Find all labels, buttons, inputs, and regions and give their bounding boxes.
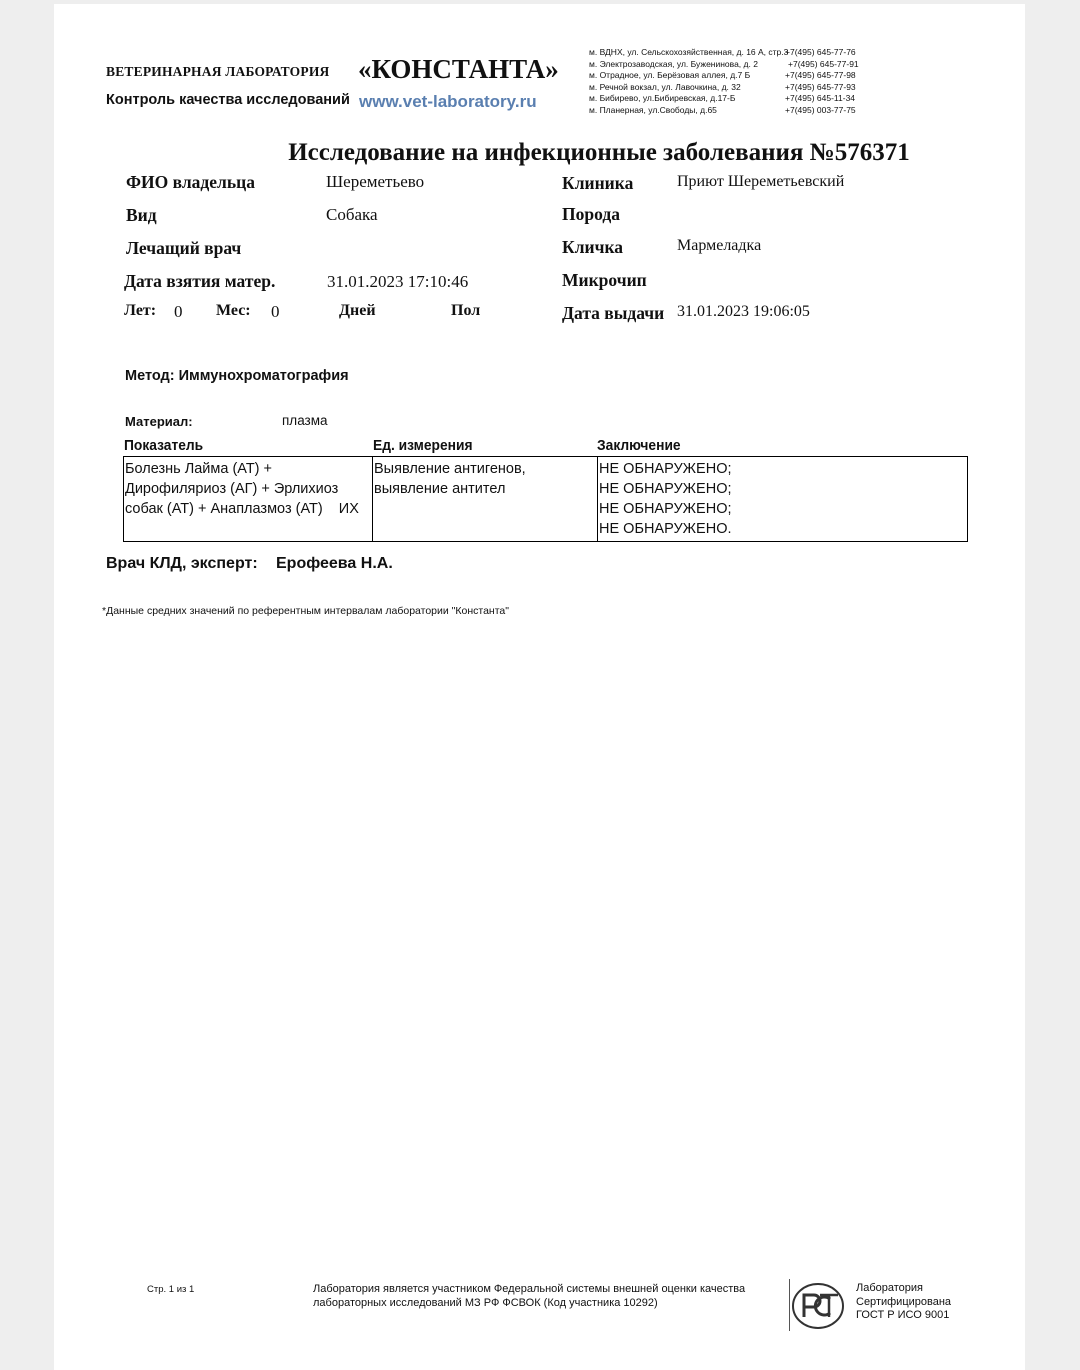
lab-brand-name: «КОНСТАНТА» — [358, 54, 559, 84]
months-label: Мес: — [216, 302, 251, 319]
material-value: плазма — [282, 413, 328, 428]
results-table — [123, 456, 968, 542]
issue-date-label: Дата выдачи — [562, 303, 665, 323]
cert-line: ГОСТ Р ИСО 9001 — [856, 1309, 950, 1321]
address-row — [589, 47, 859, 59]
conclusion-header: Заключение — [597, 437, 681, 454]
phone-text: +7(495) 645-77-91 — [788, 58, 859, 69]
page-number: Стр. 1 из 1 — [147, 1284, 195, 1295]
indicator-line: собак (АТ) + Анаплазмоз (АТ) ИХ — [125, 501, 359, 517]
cert-line: Сертифицирована — [856, 1295, 952, 1308]
phone-text: +7(495) 003-77-75 — [785, 104, 856, 115]
address-text: м. Речной вокзал, ул. Лавочкина, д. 32 — [589, 81, 741, 92]
method-text: Метод: Иммунохроматография — [125, 368, 349, 384]
sex-label: Пол — [451, 302, 481, 319]
indicator-line: Дирофиляриоз (АГ) + Эрлихиоз — [125, 481, 339, 497]
report-title: Исследование на инфекционные заболевания №576371 — [288, 139, 910, 166]
address-text: м. ВДНХ, ул. Сельскохозяйственная, д. 16 А, стр.3 — [589, 47, 789, 57]
unit-line: выявление антител — [374, 481, 506, 497]
date-taken-label: Дата взятия матер. — [124, 271, 276, 291]
address-text: м. Бибирево, ул.Бибиревская, д.17-Б — [589, 93, 736, 103]
indicator-cell — [124, 457, 373, 542]
fsvok-notice: Лаборатория является участником Федеральной системы внешней оценки качества лабораторных исследований МЗ РФ ФСВОК (Код участника 10292) — [313, 1283, 746, 1309]
certification-text — [856, 1282, 976, 1323]
species-label: Вид — [126, 205, 157, 225]
months-value: 0 — [271, 302, 280, 321]
microchip-label: Микрочип — [562, 270, 647, 290]
date-taken-value: 31.01.2023 17:10:46 — [327, 272, 469, 291]
owner-value: Шереметьево — [326, 172, 425, 191]
unit-header: Ед. измерения — [373, 437, 473, 454]
owner-label: ФИО владельца — [126, 172, 255, 192]
address-row — [589, 82, 859, 94]
address-row — [589, 59, 859, 71]
clinic-label: Клиника — [562, 173, 634, 193]
report-page — [54, 4, 1025, 1370]
material-label: Материал: — [125, 414, 193, 429]
address-text: м. Электрозаводская, ул. Буженинова, д. 2 — [589, 58, 758, 69]
rst-certification-mark-icon — [790, 1281, 846, 1331]
address-text: м. Отрадное, ул. Берёзовая аллея, д.7 Б — [589, 70, 751, 80]
unit-cell — [373, 457, 598, 542]
address-list — [589, 47, 859, 116]
unit-line: Выявление антигенов, — [374, 461, 526, 477]
phone-text: +7(495) 645-77-93 — [785, 81, 856, 92]
nickname-label: Кличка — [562, 237, 624, 257]
doctor-label: Лечащий врач — [126, 238, 242, 258]
species-value: Собака — [326, 205, 378, 224]
years-value: 0 — [174, 302, 183, 321]
indicator-line: Болезнь Лайма (АТ) + — [125, 461, 272, 477]
conclusion-line: НЕ ОБНАРУЖЕНО; — [599, 501, 732, 517]
conclusion-cell — [598, 457, 968, 542]
indicator-header: Показатель — [124, 437, 204, 454]
issue-date-value: 31.01.2023 19:06:05 — [677, 303, 810, 320]
conclusion-line: НЕ ОБНАРУЖЕНО; — [599, 481, 732, 497]
days-label: Дней — [339, 302, 376, 319]
nickname-value: Мармеладка — [677, 237, 762, 254]
lab-type-label: ВЕТЕРИНАРНАЯ ЛАБОРАТОРИЯ — [106, 64, 330, 79]
conclusion-line: НЕ ОБНАРУЖЕНО; — [599, 461, 732, 477]
phone-text: +7(495) 645-77-76 — [785, 47, 856, 57]
years-label: Лет: — [124, 302, 157, 319]
phone-text: +7(495) 645-11-34 — [785, 93, 856, 103]
breed-label: Порода — [562, 204, 620, 224]
lab-website-link[interactable]: www.vet-laboratory.ru — [359, 92, 537, 111]
address-row — [589, 105, 859, 117]
phone-text: +7(495) 645-77-98 — [785, 70, 856, 80]
clinic-value: Приют Шереметьевский — [677, 173, 845, 190]
address-text: м. Планерная, ул.Свободы, д.65 — [589, 104, 717, 115]
expert-name: Ерофеева Н.А. — [276, 555, 393, 572]
conclusion-line: НЕ ОБНАРУЖЕНО. — [599, 521, 732, 537]
address-row — [589, 93, 859, 105]
lab-tagline: Контроль качества исследований — [106, 92, 350, 108]
table-row — [124, 457, 968, 542]
expert-label: Врач КЛД, эксперт: — [106, 555, 258, 572]
cert-line: Лаборатория — [856, 1282, 923, 1294]
reference-footnote: *Данные средних значений по референтным интервалам лаборатории "Константа" — [102, 605, 509, 617]
address-row — [589, 70, 859, 82]
